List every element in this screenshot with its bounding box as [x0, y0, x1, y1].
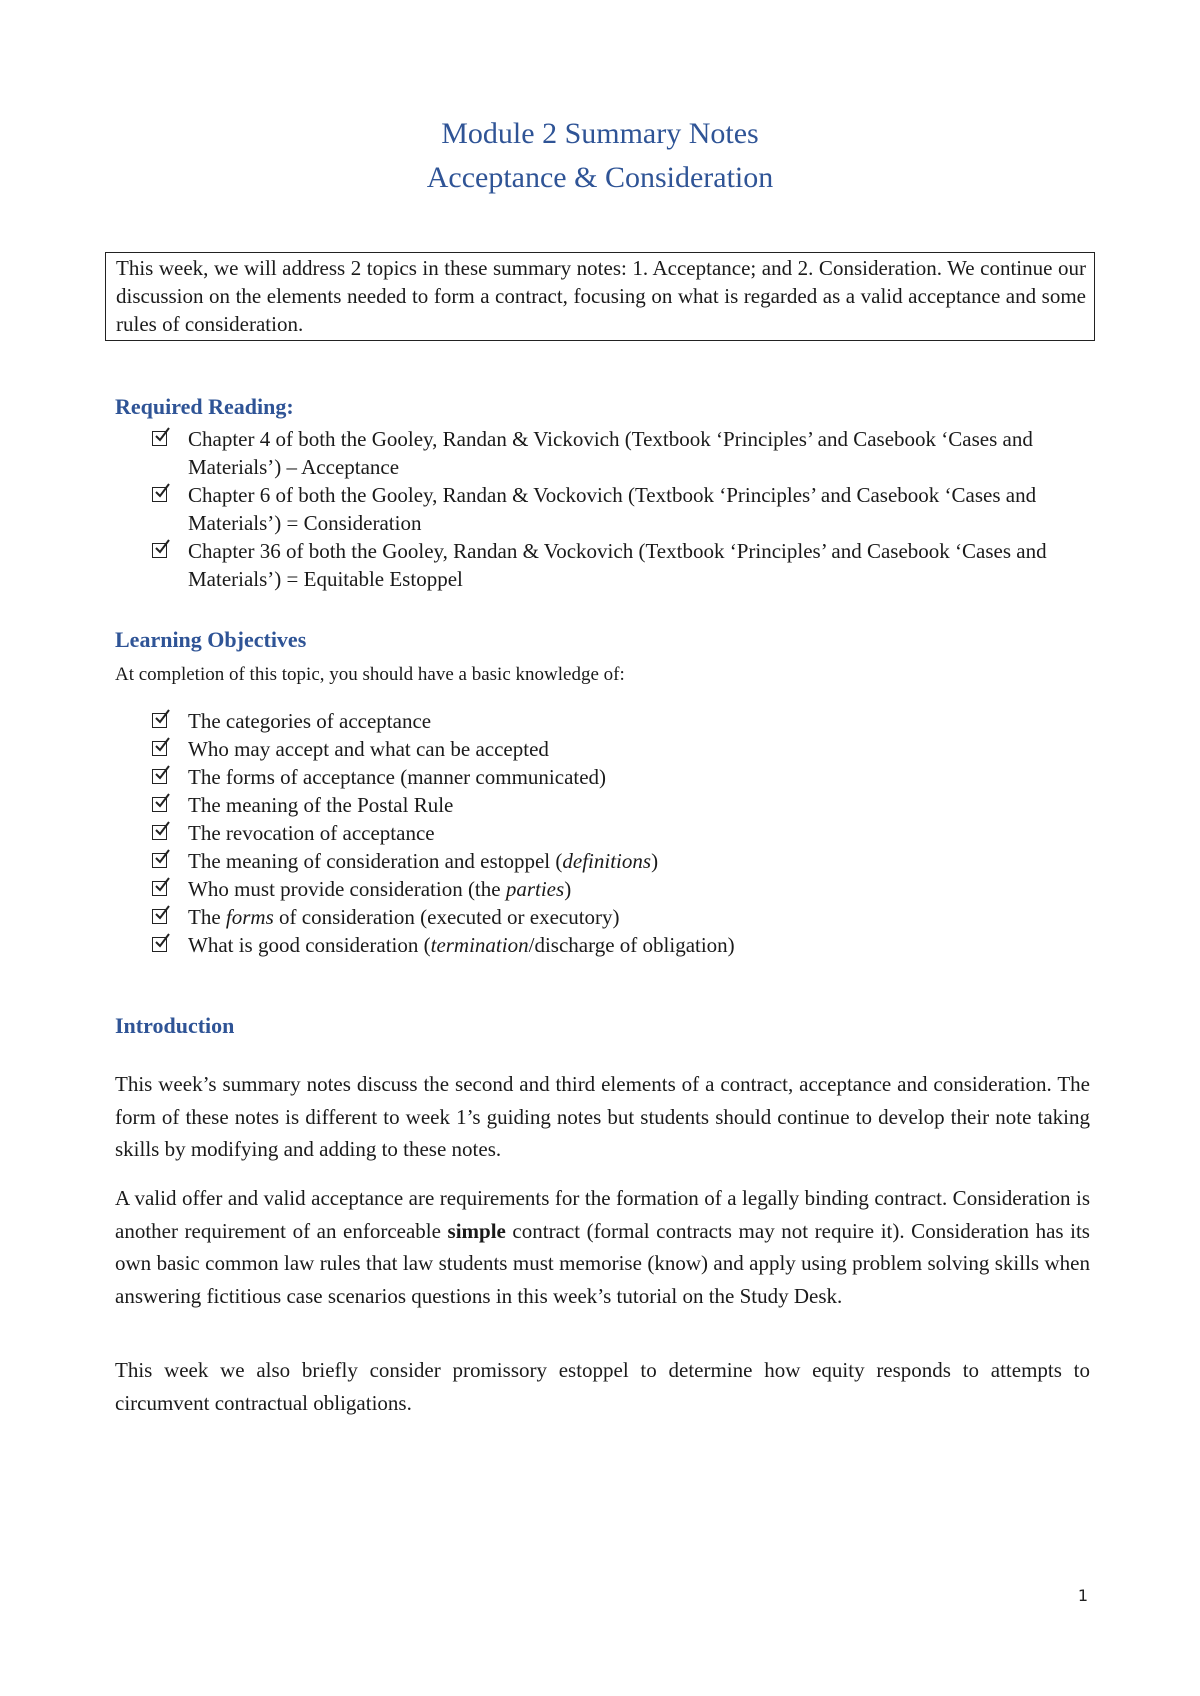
objective-item — [152, 735, 952, 763]
objective-item — [152, 819, 952, 847]
objective-item — [152, 791, 952, 819]
objective-text-em: forms — [225, 905, 274, 929]
objective-text-em: definitions — [562, 849, 652, 873]
objective-text-pre: The meaning of the Postal Rule — [188, 793, 454, 817]
objective-text-pre: The — [188, 905, 226, 929]
reading-item — [152, 537, 1082, 593]
para2-bold-word: simple — [447, 1218, 506, 1243]
objective-text-pre: The forms of acceptance (manner communicated) — [188, 765, 607, 789]
objective-item — [152, 931, 952, 959]
objective-text-em: parties — [505, 877, 565, 901]
checked-box-icon — [152, 825, 167, 840]
para2-text-start: A valid offer and valid acceptance are requirements for the formation of a legally binding contract. Consideration is another requirement of an enforceable — [115, 1186, 1090, 1243]
learning-objectives-intro: At completion of this topic, you should have a basic knowledge of: — [115, 664, 625, 685]
objective-item — [152, 763, 952, 791]
objective-item — [152, 847, 952, 875]
checked-box-icon — [152, 853, 167, 868]
checked-box-icon — [152, 487, 167, 502]
objective-item — [152, 875, 952, 903]
learning-objectives-heading: Learning Objectives — [115, 627, 307, 652]
checked-box-icon — [152, 881, 167, 896]
objective-text-post: of consideration (executed or executory) — [273, 905, 620, 929]
objective-text-pre: The categories of acceptance — [188, 709, 432, 733]
introduction-heading: Introduction — [115, 1013, 235, 1038]
learning-objectives-list — [152, 707, 952, 959]
checked-box-icon — [152, 431, 167, 446]
title-line-2: Acceptance & Consideration — [426, 161, 774, 194]
required-reading-heading: Required Reading: — [115, 394, 294, 419]
objective-item — [152, 707, 952, 735]
reading-item-text: Chapter 6 of both the Gooley, Randan & Vockovich (Textbook ‘Principles’ and Casebook ‘Cases and Materials’) = Consideration — [188, 483, 1037, 535]
reading-item-text: Chapter 4 of both the Gooley, Randan & Vickovich (Textbook ‘Principles’ and Casebook ‘Cases and Materials’) – Acceptance — [188, 427, 1033, 479]
required-reading-list — [152, 425, 1082, 593]
checked-box-icon — [152, 909, 167, 924]
page-number: 1 — [1077, 1586, 1088, 1605]
objective-text-pre: The meaning of consideration and estoppel ( — [188, 849, 563, 873]
reading-item — [152, 481, 1082, 537]
introduction-paragraph-1: This week’s summary notes discuss the second and third elements of a contract, acceptance and consideration. The form of these notes is different to week 1’s guiding notes but students should continue to develop their note taking skills by modifying and adding to these notes. — [115, 1072, 1090, 1161]
objective-text-pre: Who must provide consideration (the — [188, 877, 506, 901]
introduction-paragraph-3: This week we also briefly consider promissory estoppel to determine how equity responds to attempts to circumvent contractual obligations. — [115, 1358, 1090, 1415]
objective-item — [152, 903, 952, 931]
checked-box-icon — [152, 713, 167, 728]
checked-box-icon — [152, 937, 167, 952]
objective-text-pre: What is good consideration ( — [188, 933, 431, 957]
checked-box-icon — [152, 543, 167, 558]
title-line-1: Module 2 Summary Notes — [441, 117, 759, 150]
checked-box-icon — [152, 769, 167, 784]
reading-item — [152, 425, 1082, 481]
document-title — [0, 112, 1200, 200]
para2-text-end: contract (formal contracts may not require it). Consideration has its own basic common law rules that law students must memorise (know) and apply using problem solving skills when answering fictitious case scenarios questions in this week’s tutorial on the Study Desk. — [115, 1218, 1090, 1308]
checked-box-icon — [152, 741, 167, 756]
objective-text-pre: Who may accept and what can be accepted — [188, 737, 549, 761]
reading-item-text: Chapter 36 of both the Gooley, Randan & Vockovich (Textbook ‘Principles’ and Casebook ‘Cases and Materials’) = Equitable Estoppel — [188, 539, 1047, 591]
introduction-paragraph-2 — [115, 1182, 1090, 1312]
objective-text-em: termination — [430, 933, 529, 957]
objective-text-post: ) — [564, 877, 572, 901]
objective-text-post: /discharge of obligation) — [528, 933, 735, 957]
objective-text-post: ) — [651, 849, 659, 873]
summary-box: This week, we will address 2 topics in these summary notes: 1. Acceptance; and 2. Consideration. We continue our discussion on the elements needed to form a contract, focusing on what is regarded as a valid acceptance and some rules of consideration. — [105, 252, 1095, 341]
checked-box-icon — [152, 797, 167, 812]
objective-text-pre: The revocation of acceptance — [188, 821, 435, 845]
